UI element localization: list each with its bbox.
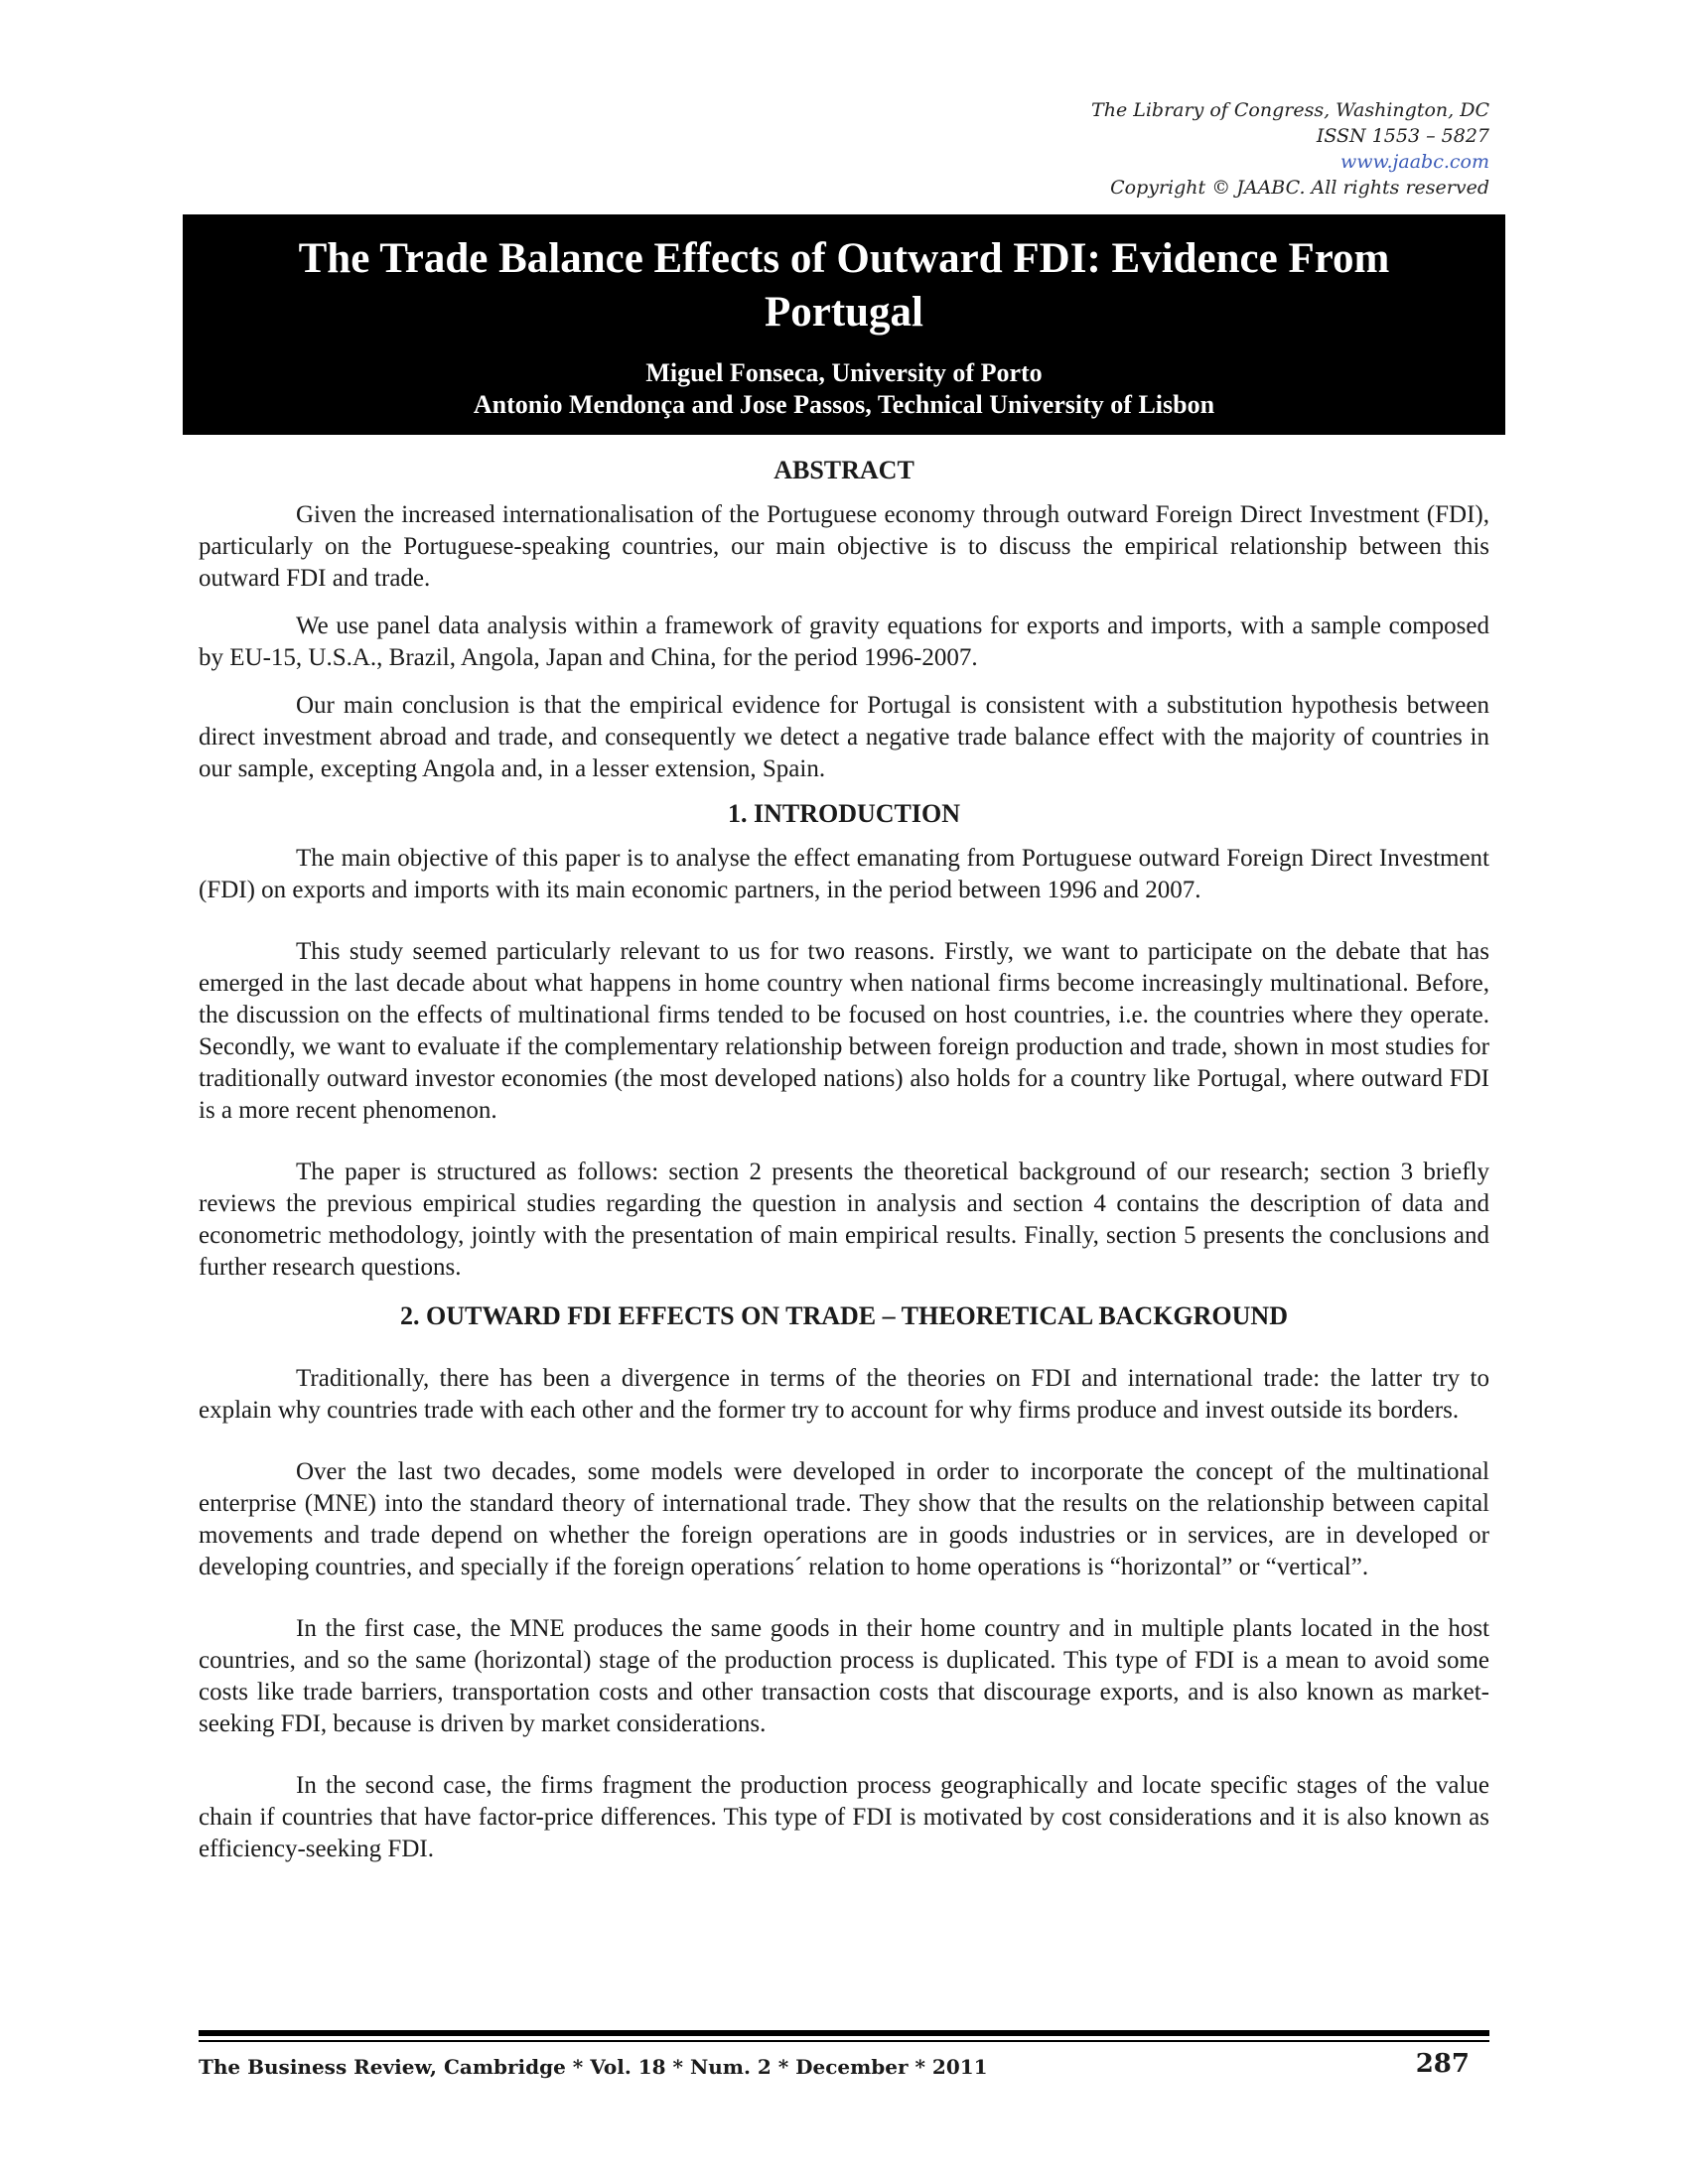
introduction-paragraph-1: The main objective of this paper is to analyse the effect emanating from Portuguese outward Foreign Direct Investment (FDI) on exports and imports with its main economic partners, in the period between 1996 and 2007.	[199, 845, 1489, 903]
header-website-link[interactable]: www.jaabc.com	[1339, 151, 1489, 173]
footer-divider	[199, 2030, 1489, 2042]
page-number: 287	[1415, 2049, 1470, 2079]
abstract-heading: ABSTRACT	[774, 456, 914, 484]
introduction-paragraph-2: This study seemed particularly relevant to us for two reasons. Firstly, we want to participate on the debate that has emerged in the last decade about what happens in home country when national firms become increasingly multinational. Before, the discussion on the effects of multinational firms tended to be focused on host countries, i.e. the countries where they operate. Secondly, we want to evaluate if the complementary relationship between foreign production and trade, shown in most studies for traditionally outward investor economies (the most developed nations) also holds for a country like Portugal, where outward FDI is a more recent phenomenon.	[199, 938, 1489, 1124]
abstract-paragraph-3: Our main conclusion is that the empirical evidence for Portugal is consistent with a substitution hypothesis between direct investment abroad and trade, and consequently we detect a negative trade balance effect with the majority of countries in our sample, excepting Angola and, in a lesser extension, Spain.	[199, 692, 1489, 782]
introduction-paragraph-3: The paper is structured as follows: section 2 presents the theoretical background of our research; section 3 briefly reviews the previous empirical studies regarding the question in analysis and section 4 contains the description of data and econometric methodology, jointly with the presentation of main empirical results. Finally, section 5 presents the conclusions and further research questions.	[199, 1159, 1489, 1281]
theory-paragraph-3: In the first case, the MNE produces the same goods in their home country and in multiple plants located in the host countries, and so the same (horizontal) stage of the production process is duplicated. This type of FDI is a mean to avoid some costs like trade barriers, transportation costs and other transaction costs that discourage exports, and is also known as market-seeking FDI, because is driven by market considerations.	[199, 1615, 1489, 1737]
title-block	[183, 214, 1505, 435]
theory-paragraph-1: Traditionally, there has been a divergence in terms of the theories on FDI and international trade: the latter try to explain why countries trade with each other and the former try to account for why firms produce and invest outside its borders.	[199, 1365, 1489, 1424]
theory-paragraph-2: Over the last two decades, some models were developed in order to incorporate the concept of the multinational enterprise (MNE) into the standard theory of international trade. They show that the results on the relationship between capital movements and trade depend on whether the foreign operations are in goods industries or in services, are in developed or developing countries, and specially if the foreign operations´ relation to home operations is “horizontal” or “vertical”.	[199, 1458, 1489, 1580]
page-footer	[199, 2049, 1489, 2085]
abstract-paragraph-1: Given the increased internationalisation of the Portuguese economy through outward Foreign Direct Investment (FDI), particularly on the Portuguese-speaking countries, our main objective is to discuss the empirical relationship between this outward FDI and trade.	[199, 501, 1489, 592]
author-line-1: Miguel Fonseca, University of Porto	[645, 358, 1043, 387]
author-list	[183, 357, 1505, 421]
header-issn-line: ISSN 1553 – 5827	[1316, 125, 1489, 147]
abstract-paragraph-2: We use panel data analysis within a framework of gravity equations for exports and imports, with a sample composed by EU-15, U.S.A., Brazil, Angola, Japan and China, for the period 1996-2007.	[199, 613, 1489, 671]
footer-journal-info: The Business Review, Cambridge * Vol. 18 * Num. 2 * December * 2011	[199, 2055, 988, 2079]
author-line-2: Antonio Mendonça and Jose Passos, Technical University of Lisbon	[473, 390, 1215, 419]
paper-title: The Trade Balance Effects of Outward FDI: Evidence From Portugal	[298, 235, 1390, 336]
article-body	[199, 454, 1489, 1865]
header-library-line: The Library of Congress, Washington, DC	[1091, 99, 1489, 121]
journal-header	[1091, 97, 1489, 201]
theory-heading: 2. OUTWARD FDI EFFECTS ON TRADE – THEORETICAL BACKGROUND	[399, 1301, 1288, 1330]
header-copyright-line: Copyright © JAABC. All rights reserved	[1110, 177, 1489, 199]
introduction-heading: 1. INTRODUCTION	[727, 799, 961, 828]
theory-paragraph-4: In the second case, the firms fragment the production process geographically and locate specific stages of the value chain if countries that have factor-price differences. This type of FDI is motivated by cost considerations and it is also known as efficiency-seeking FDI.	[199, 1772, 1489, 1862]
